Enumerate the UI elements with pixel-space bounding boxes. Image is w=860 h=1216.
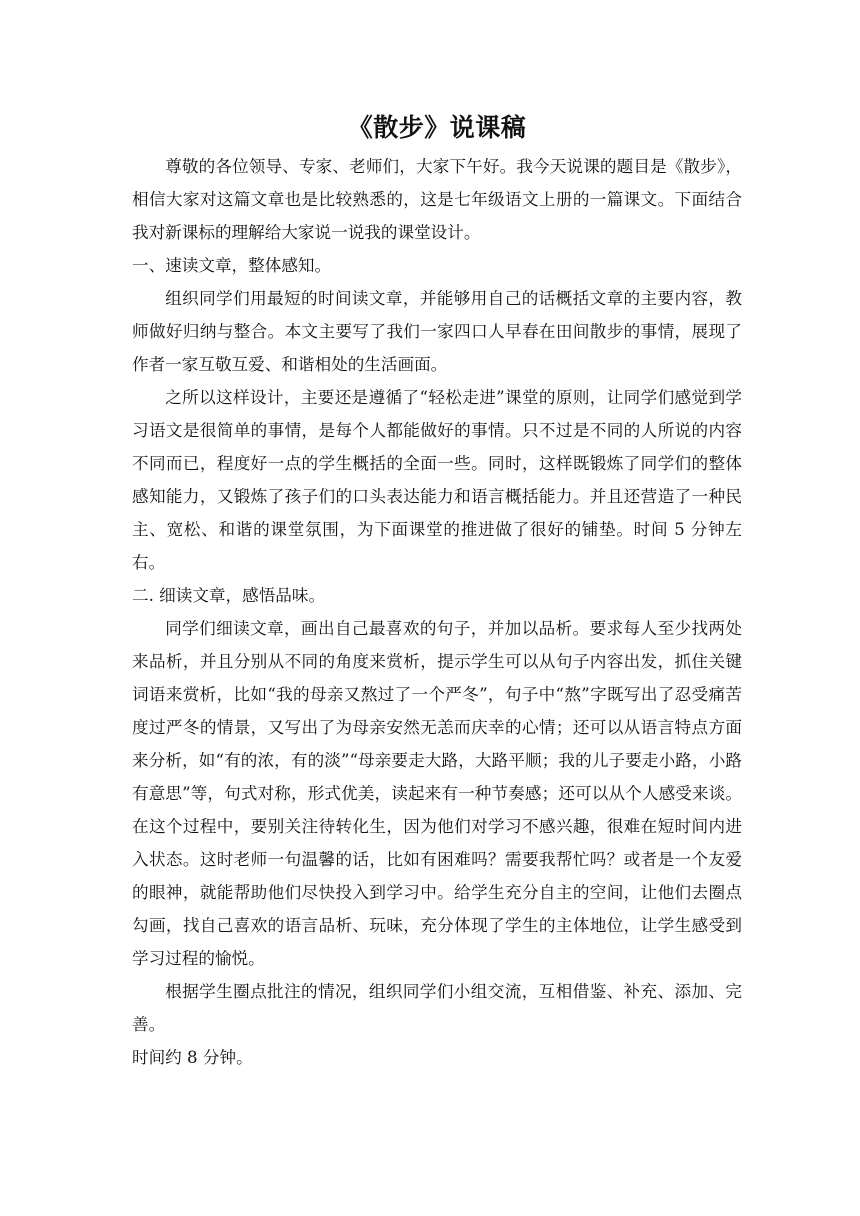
section-1-paragraph-1: 组织同学们用最短的时间读文章，并能够用自己的话概括文章的主要内容，教师做好归纳与整合。本文主要写了我们一家四口人早春在田间散步的事情，展现了作者一家互敬互爱、和谐相处的生活画面。 [132, 289, 742, 374]
document-body [132, 110, 742, 1074]
section-1-heading: 一、速读文章，整体感知。 [132, 256, 332, 275]
section-2-paragraph-2: 根据学生圈点批注的情况，组织同学们小组交流，互相借鉴、补充、添加、完善。 [132, 982, 742, 1034]
section-1-paragraph-2: 之所以这样设计，主要还是遵循了“轻松走进”课堂的原则，让同学们感觉到学习语文是很简单的事情，是每个人都能做好的事情。只不过是不同的人所说的内容不同而已，程度好一点的学生概括的全面一些。同时，这样既锻炼了同学们的整体感知能力，又锻炼了孩子们的口头表达能力和语言概括能力。并且还营造了一种民主、宽松、和谐的课堂氛围，为下面课堂的推进做了很好的铺垫。时间 5 分钟左右。 [132, 388, 742, 572]
document-title: 《散步》说课稿 [347, 113, 527, 142]
intro-paragraph: 尊敬的各位领导、专家、老师们，大家下午好。我今天说课的题目是《散步》，相信大家对这篇文章也是比较熟悉的，这是七年级语文上册的一篇课文。下面结合我对新课标的理解给大家说一说我的课堂设计。 [132, 157, 742, 242]
section-2-time-note: 时间约 8 分钟。 [132, 1048, 253, 1067]
section-2-heading: 二. 细读文章，感悟品味。 [132, 586, 326, 605]
section-2-paragraph-1: 同学们细读文章，画出自己最喜欢的句子，并加以品析。要求每人至少找两处来品析，并且分别从不同的角度来赏析，提示学生可以从句子内容出发，抓住关键词语来赏析，比如“我的母亲又熬过了一个严冬”，句子中“熬”字既写出了忍受痛苦度过严冬的情景，又写出了为母亲安然无恙而庆幸的心情；还可以从语言特点方面来分析，如“有的浓，有的淡”“母亲要走大路，大路平顺；我的儿子要走小路，小路有意思”等，句式对称，形式优美，读起来有一种节奏感；还可以从个人感受来谈。在这个过程中，要别关注待转化生，因为他们对学习不感兴趣，很难在短时间内进入状态。这时老师一句温馨的话，比如有困难吗？需要我帮忙吗？或者是一个友爱的眼神，就能帮助他们尽快投入到学习中。给学生充分自主的空间，让他们去圈点勾画，找自己喜欢的语言品析、玩味，充分体现了学生的主体地位，让学生感受到学习过程的愉悦。 [132, 619, 742, 968]
